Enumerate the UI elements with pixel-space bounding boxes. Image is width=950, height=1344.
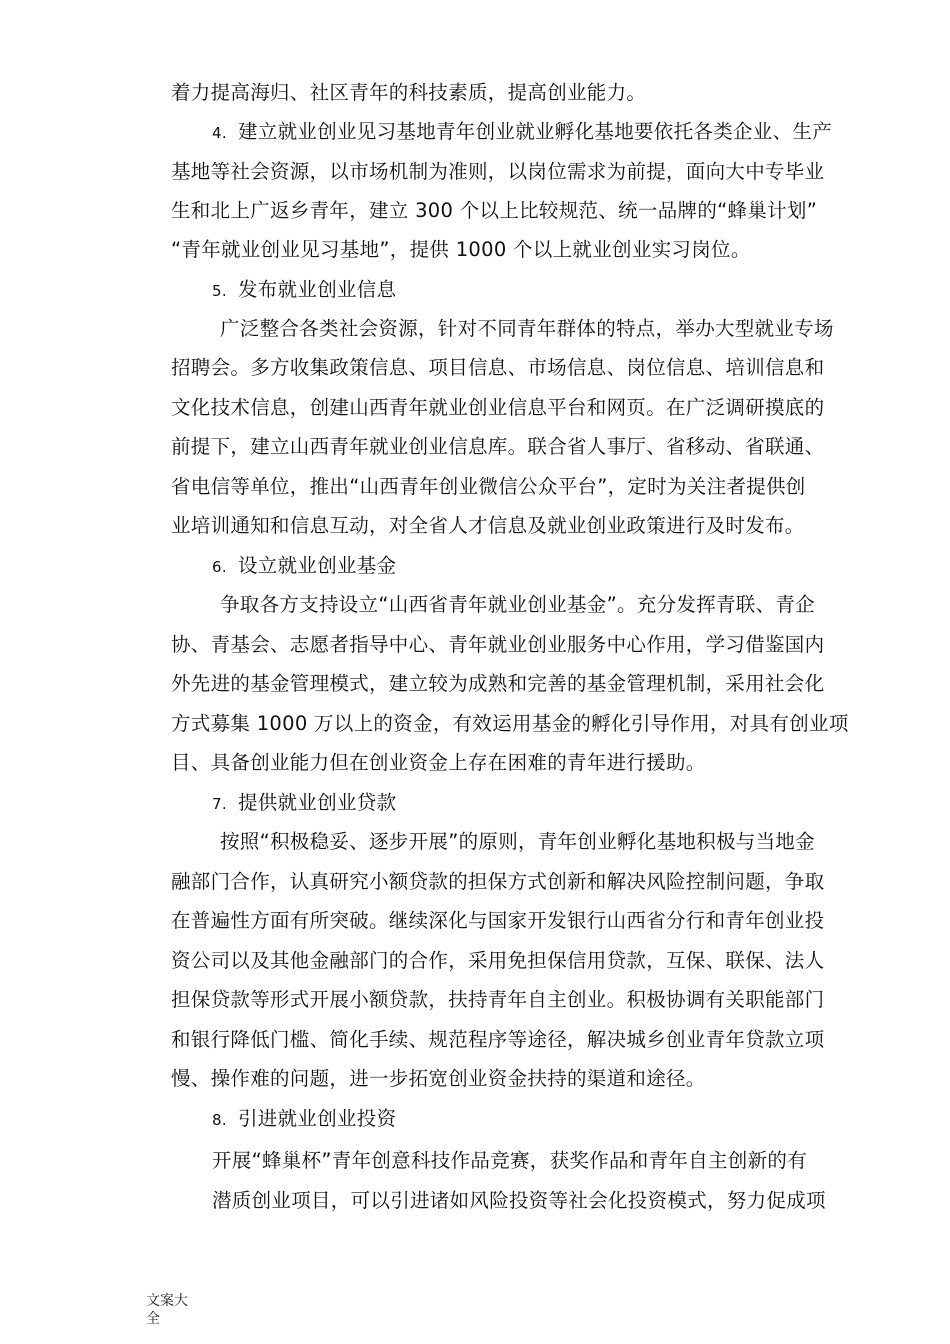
body-line: 慢、操作难的问题，进一步拓宽创业资金扶持的渠道和途径。	[171, 1067, 706, 1090]
body-line: 开展“蜂巢杯”青年创意科技作品竞赛，获奖作品和青年自主创新的有	[212, 1149, 808, 1172]
body-line: 目、具备创业能力但在创业资金上存在困难的青年进行援助。	[171, 751, 706, 774]
body-line: 省电信等单位，推出“山西青年创业微信公众平台”，定时为关注者提供创	[171, 475, 806, 498]
section-number: 7.	[212, 795, 227, 813]
footer-line: 全	[146, 1311, 160, 1327]
footer-line: 文案大	[146, 1293, 188, 1309]
body-line: 方式募集 1000 万以上的资金，有效运用基金的孵化引导作用，对具有创业项	[171, 712, 849, 735]
section-number: 8.	[212, 1111, 227, 1129]
body-line: 在普遍性方面有所突破。继续深化与国家开发银行山西省分行和青年创业投	[171, 909, 825, 932]
section-heading	[0, 1106, 950, 1133]
body-line: 生和北上广返乡青年，建立 300 个以上比较规范、统一品牌的“蜂巢计划”	[171, 199, 818, 222]
body-line: 文化技术信息，创建山西青年就业创业信息平台和网页。在广泛调研摸底的	[171, 396, 825, 419]
section-number: 5.	[212, 282, 227, 300]
section-heading	[0, 119, 950, 146]
body-line: 和银行降低门槛、简化手续、规范程序等途径，解决城乡创业青年贷款立项	[171, 1028, 825, 1051]
body-line: 资公司以及其他金融部门的合作，采用免担保信用贷款，互保、联保、法人	[171, 949, 825, 972]
section-heading-text: 设立就业创业基金	[238, 554, 397, 577]
section-heading	[0, 277, 950, 304]
body-line: 业培训通知和信息互动，对全省人才信息及就业创业政策进行及时发布。	[171, 514, 805, 537]
section-number: 4.	[212, 124, 227, 142]
section-heading-text: 引进就业创业投资	[238, 1107, 397, 1130]
body-line: 融部门合作，认真研究小额贷款的担保方式创新和解决风险控制问题，争取	[171, 870, 825, 893]
body-line: 外先进的基金管理模式，建立较为成熟和完善的基金管理机制，采用社会化	[171, 672, 825, 695]
section-heading-text: 建立就业创业见习基地青年创业就业孵化基地要依托各类企业、生产	[238, 120, 833, 143]
body-line: 着力提高海归、社区青年的科技素质，提高创业能力。	[171, 81, 647, 104]
section-heading-text: 发布就业创业信息	[238, 278, 397, 301]
body-line: 基地等社会资源，以市场机制为准则，以岗位需求为前提，面向大中专毕业	[171, 160, 825, 183]
body-line: 担保贷款等形式开展小额贷款，扶持青年自主创业。积极协调有关职能部门	[171, 988, 825, 1011]
section-heading	[0, 553, 950, 580]
body-line: 广泛整合各类社会资源，针对不同青年群体的特点，举办大型就业专场	[220, 317, 834, 340]
body-line: 前提下，建立山西青年就业创业信息库。联合省人事厅、省移动、省联通、	[171, 435, 825, 458]
section-heading	[0, 790, 950, 817]
footer-watermark	[146, 1292, 188, 1328]
section-heading-text: 提供就业创业贷款	[238, 791, 397, 814]
body-line: 争取各方支持设立“山西省青年就业创业基金”。充分发挥青联、青企	[220, 593, 816, 616]
body-line: 潜质创业项目，可以引进诸如风险投资等社会化投资模式，努力促成项	[212, 1189, 826, 1212]
body-line: 招聘会。多方收集政策信息、项目信息、市场信息、岗位信息、培训信息和	[171, 356, 825, 379]
section-number: 6.	[212, 558, 227, 576]
body-line: “青年就业创业见习基地”，提供 1000 个以上就业创业实习岗位。	[171, 238, 751, 261]
body-line: 按照“积极稳妥、逐步开展”的原则，青年创业孵化基地积极与当地金	[220, 830, 816, 853]
body-line: 协、青基会、志愿者指导中心、青年就业创业服务中心作用，学习借鉴国内	[171, 633, 825, 656]
